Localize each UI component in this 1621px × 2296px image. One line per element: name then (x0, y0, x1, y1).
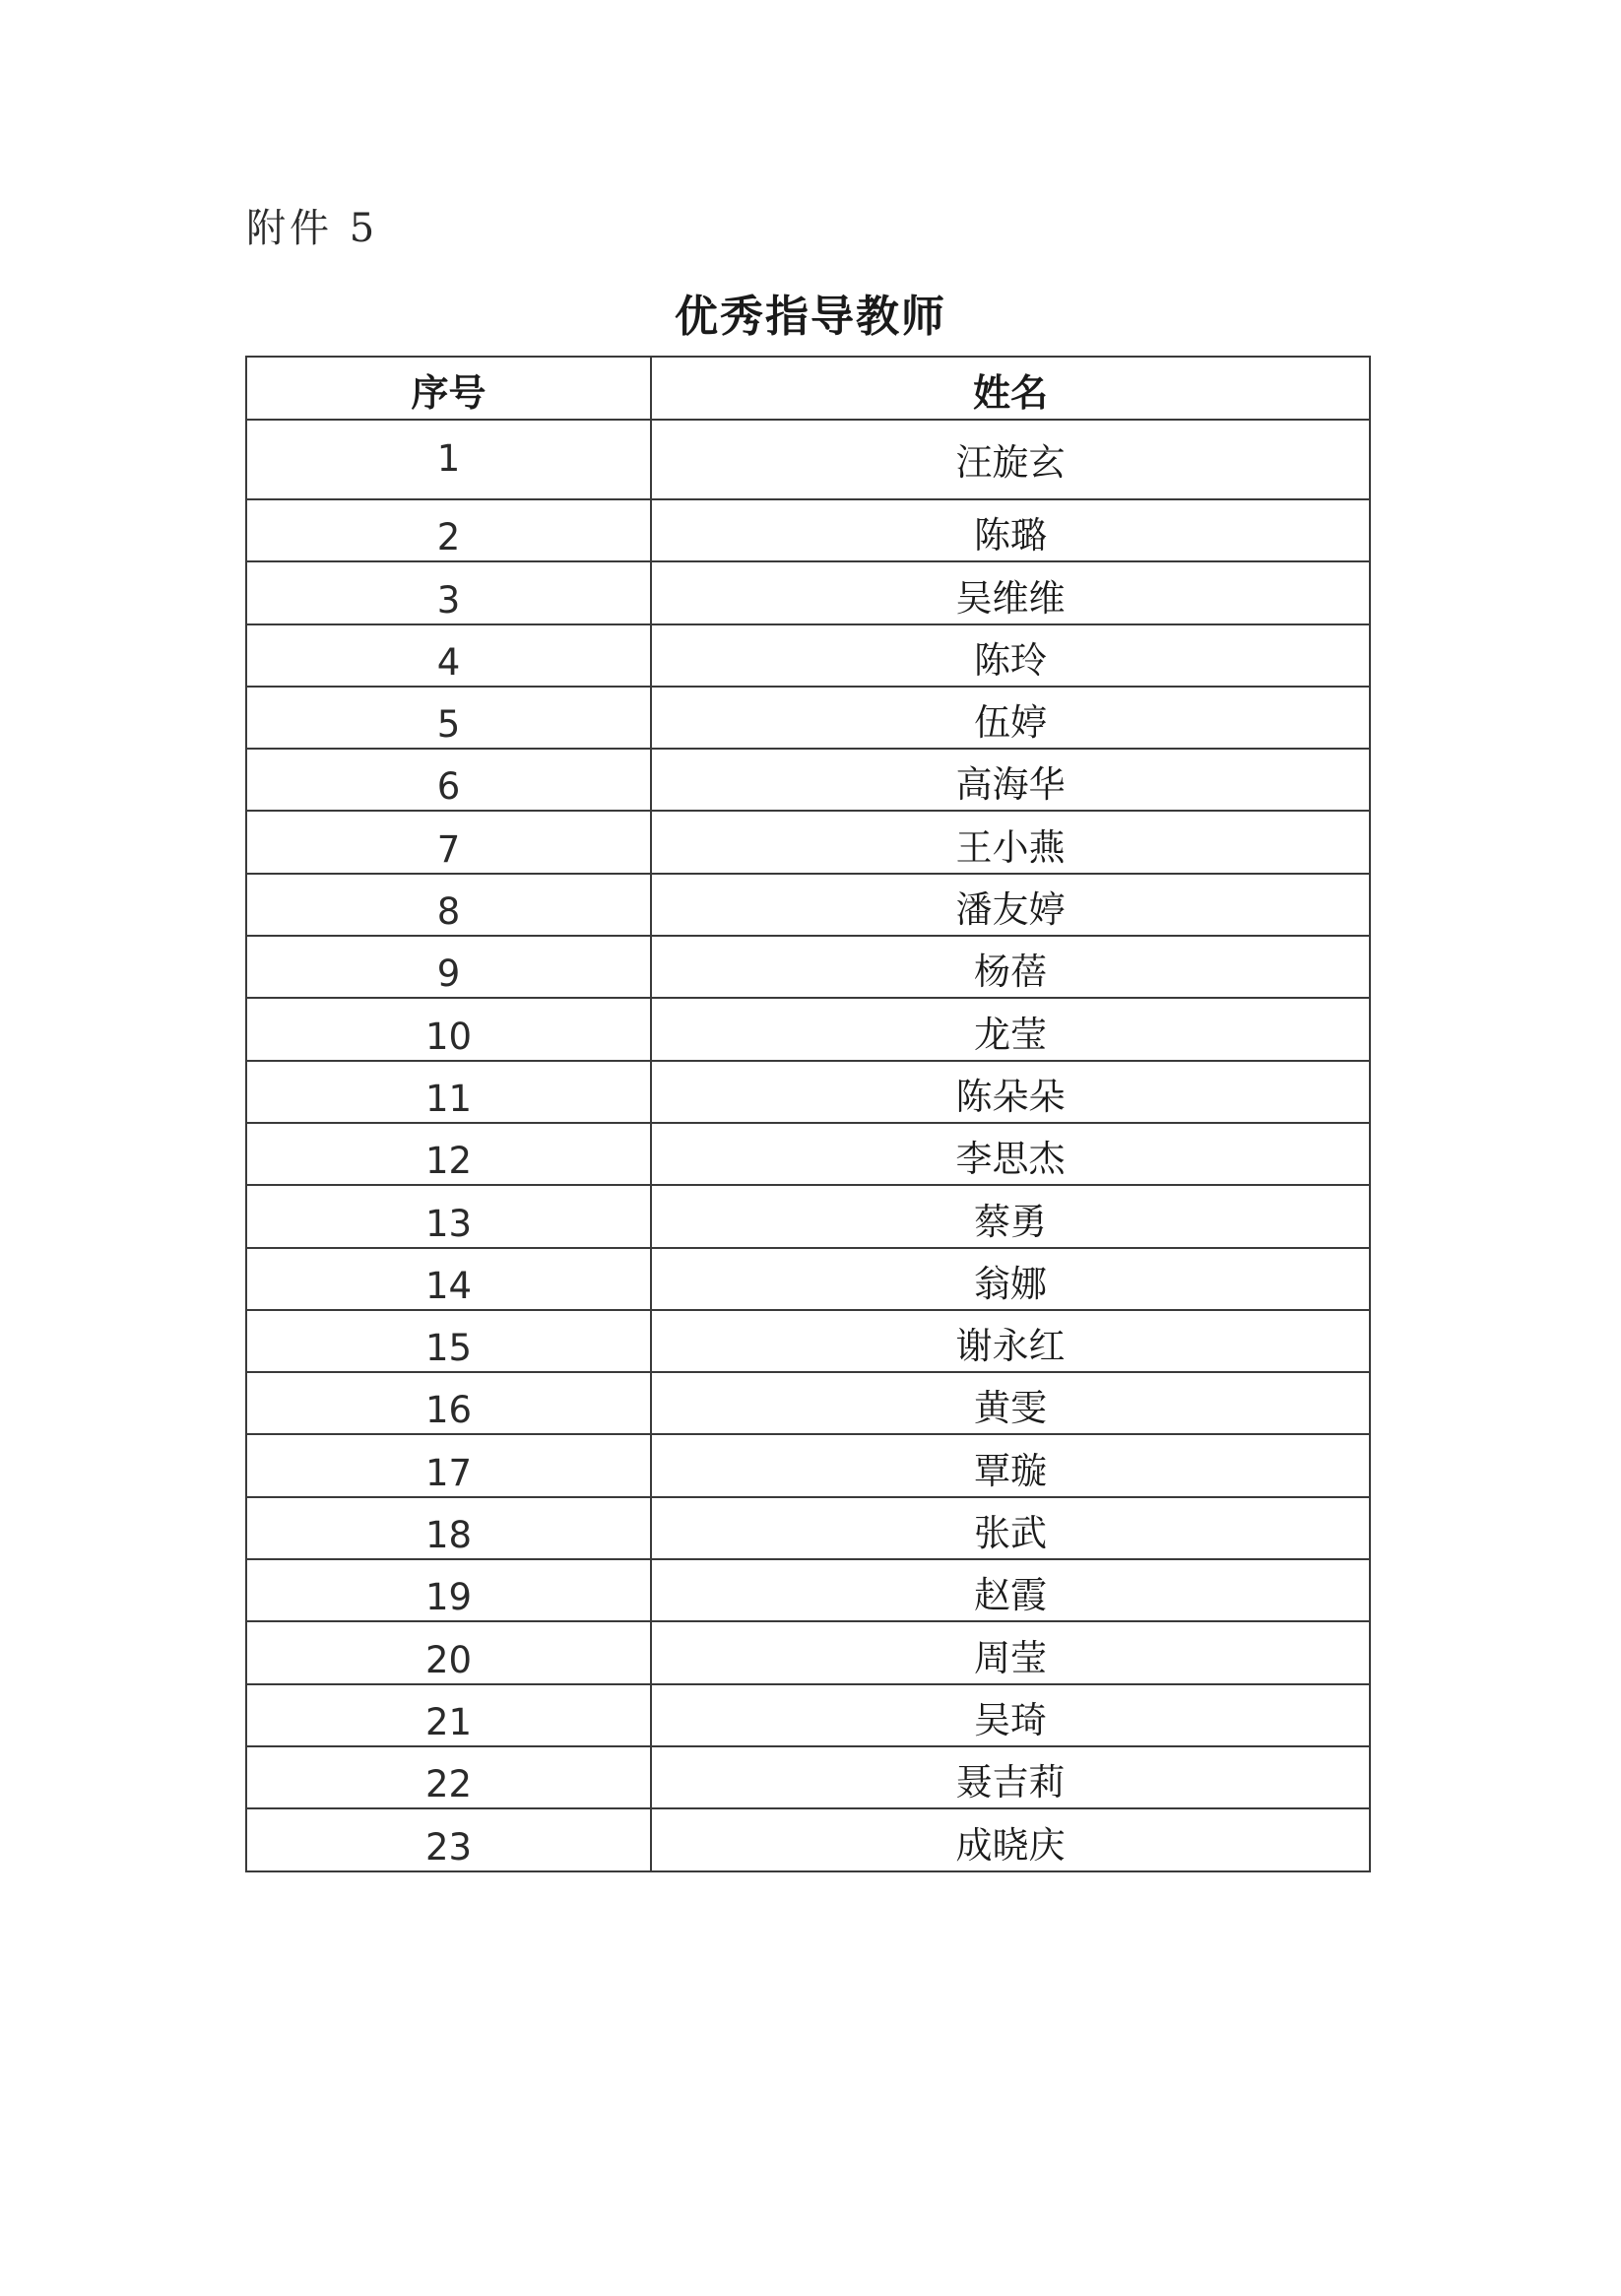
row-index: 5 (246, 687, 651, 749)
table-row (246, 1123, 1370, 1185)
teacher-list-table (245, 356, 1371, 1872)
row-index: 8 (246, 874, 651, 936)
table-row (246, 874, 1370, 936)
row-index: 10 (246, 998, 651, 1060)
row-name: 汪旋玄 (651, 420, 1370, 499)
row-name: 翁娜 (651, 1248, 1370, 1310)
table-row (246, 1684, 1370, 1746)
table-row (246, 1248, 1370, 1310)
row-name: 陈璐 (651, 499, 1370, 561)
table-row (246, 561, 1370, 623)
row-name: 伍婷 (651, 687, 1370, 749)
row-index: 13 (246, 1185, 651, 1247)
table-row (246, 811, 1370, 873)
table-row (246, 1185, 1370, 1247)
row-name: 吴琦 (651, 1684, 1370, 1746)
row-index: 18 (246, 1497, 651, 1559)
row-name: 赵霞 (651, 1559, 1370, 1621)
table-row (246, 624, 1370, 687)
table-row (246, 1621, 1370, 1683)
row-name: 谢永红 (651, 1310, 1370, 1372)
row-index: 15 (246, 1310, 651, 1372)
row-index: 20 (246, 1621, 651, 1683)
row-index: 16 (246, 1372, 651, 1434)
row-name: 陈朵朵 (651, 1061, 1370, 1123)
row-name: 覃璇 (651, 1434, 1370, 1496)
row-name: 王小燕 (651, 811, 1370, 873)
table-row (246, 998, 1370, 1060)
row-name: 吴维维 (651, 561, 1370, 623)
page-title: 优秀指导教师 (675, 292, 946, 342)
row-name: 蔡勇 (651, 1185, 1370, 1247)
row-index: 3 (246, 561, 651, 623)
row-index: 2 (246, 499, 651, 561)
table-row (246, 420, 1370, 499)
table-row (246, 687, 1370, 749)
table-row (246, 499, 1370, 561)
table-row (246, 1372, 1370, 1434)
row-index: 17 (246, 1434, 651, 1496)
row-name: 成晓庆 (651, 1808, 1370, 1870)
row-index: 14 (246, 1248, 651, 1310)
row-index: 21 (246, 1684, 651, 1746)
table-row (246, 1746, 1370, 1808)
row-name: 张武 (651, 1497, 1370, 1559)
row-name: 黄雯 (651, 1372, 1370, 1434)
row-name: 李思杰 (651, 1123, 1370, 1185)
row-index: 12 (246, 1123, 651, 1185)
row-name: 潘友婷 (651, 874, 1370, 936)
table-row (246, 1061, 1370, 1123)
row-index: 7 (246, 811, 651, 873)
row-index: 19 (246, 1559, 651, 1621)
column-header-name: 姓名 (651, 357, 1370, 420)
row-name: 陈玲 (651, 624, 1370, 687)
column-header-index: 序号 (246, 357, 651, 420)
row-index: 22 (246, 1746, 651, 1808)
table-row (246, 1310, 1370, 1372)
row-name: 聂吉莉 (651, 1746, 1370, 1808)
row-name: 高海华 (651, 749, 1370, 811)
row-index: 6 (246, 749, 651, 811)
row-index: 4 (246, 624, 651, 687)
table-row (246, 936, 1370, 998)
row-index: 23 (246, 1808, 651, 1870)
table-row (246, 1434, 1370, 1496)
table-row (246, 1808, 1370, 1870)
attachment-label: 附件 5 (246, 206, 379, 251)
table-row (246, 1559, 1370, 1621)
table-row (246, 749, 1370, 811)
row-index: 11 (246, 1061, 651, 1123)
row-name: 龙莹 (651, 998, 1370, 1060)
table-row (246, 1497, 1370, 1559)
row-name: 杨蓓 (651, 936, 1370, 998)
row-index: 1 (246, 420, 651, 499)
table-header-row (246, 357, 1370, 420)
row-index: 9 (246, 936, 651, 998)
row-name: 周莹 (651, 1621, 1370, 1683)
